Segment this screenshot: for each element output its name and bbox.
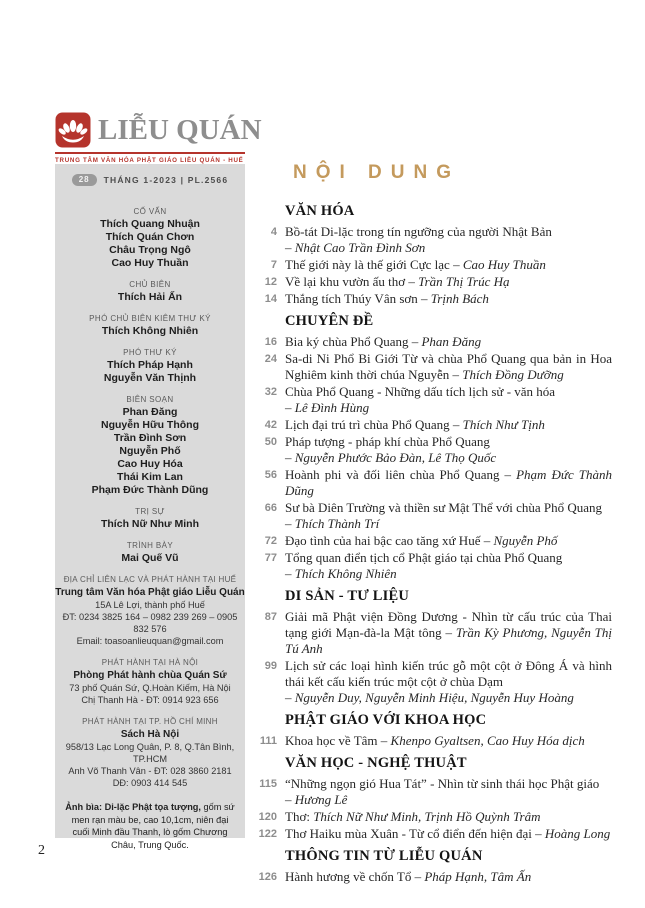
- toc-entry-text: [285, 550, 612, 582]
- cover-caption-lead: Ảnh bìa: Di-lặc Phật tọa tượng,: [65, 802, 201, 812]
- toc-entry-text: Hành hương về chốn Tổ – Pháp Hạnh, Tâm Ấn: [285, 869, 532, 884]
- toc-item: [250, 384, 612, 416]
- toc-entry-title: Khoa học về Tâm: [285, 733, 378, 748]
- masthead-name: Phạm Đức Thành Dũng: [91, 484, 209, 496]
- toc-entry-title: Sư bà Diên Trường và thiền sư Mật Thể với chùa Phổ Quang: [285, 500, 603, 515]
- toc-item: [250, 826, 612, 842]
- toc-entry-text: Về lại khu vườn ấu thơ – Trần Thị Trúc Hạ: [285, 274, 510, 289]
- contact-line: 958/13 Lạc Long Quân, P. 8, Q.Tân Bình, TP.HCM: [65, 742, 235, 764]
- page-number: 2: [38, 843, 45, 858]
- toc-item: [250, 609, 612, 657]
- sidebar: [55, 112, 262, 164]
- toc-author: – Nguyễn Phước Bảo Đàn, Lê Thọ Quốc: [285, 450, 497, 465]
- toc-entry-title: Bia ký chùa Phổ Quang: [285, 334, 409, 349]
- toc-author: Phan Đăng: [421, 334, 482, 349]
- toc-page-number: 120: [258, 811, 277, 823]
- toc-entry-text: [285, 434, 612, 466]
- toc-author: – Thích Thành Trí: [285, 516, 380, 531]
- toc-author: Trần Kỳ Phương, Nguyễn Thị Tú Anh: [285, 625, 613, 656]
- toc-author: Thích Như Tịnh: [462, 417, 545, 432]
- toc-item: [250, 334, 612, 350]
- toc-sections: [250, 203, 612, 885]
- toc-author: Phạm Đức Thành Dũng: [285, 467, 613, 498]
- toc-author-line: [285, 566, 612, 582]
- masthead-group: [55, 280, 245, 304]
- toc-entry-text: Giải mã Phật viện Đồng Dương - Nhìn từ cấu trúc của Thai tạng giới Mạn-đà-la Mật tông – Trần Kỳ Phương, Nguyễn Thị Tú Anh: [285, 609, 613, 656]
- toc-section-header: PHẬT GIÁO VỚI KHOA HỌC: [285, 712, 487, 728]
- toc-entry-text: Thắng tích Thúy Vân sơn – Trịnh Bách: [285, 291, 489, 306]
- toc-item: [250, 733, 612, 749]
- lotus-seal-icon: [55, 112, 91, 148]
- toc-item: [250, 500, 612, 532]
- contact-name: Trung tâm Văn hóa Phật giáo Liễu Quán: [55, 587, 245, 598]
- issue-date: THÁNG 1-2023 | PL.2566: [103, 175, 229, 185]
- contact-label: ĐỊA CHỈ LIÊN LẠC VÀ PHÁT HÀNH TẠI HUẾ: [63, 575, 237, 584]
- toc-entry-text: Hoành phi và đối liên chùa Phổ Quang – Phạm Đức Thành Dũng: [285, 467, 613, 498]
- toc-entry-title: Sa-di Ni Phổ Bi Giới Từ và chùa Phổ Quang qua bản in Hoa Nghiêm kinh thời chúa Nguyễn: [285, 351, 612, 382]
- toc-entry-text: Đạo tình của hai bậc cao tăng xứ Huế – Nguyễn Phố: [285, 533, 558, 548]
- toc-page-number: 24: [264, 353, 277, 365]
- toc-entry-title: Hành hương về chốn Tổ: [285, 869, 412, 884]
- toc-author: – Thích Không Nhiên: [285, 566, 397, 581]
- toc-entry-title: Giải mã Phật viện Đồng Dương - Nhìn từ cấu trúc của Thai tạng giới Mạn-đà-la Mật tông: [285, 609, 612, 640]
- toc-item: [250, 291, 612, 307]
- toc-entry-title: Lịch sử các loại hình kiến trúc gỗ một cột ở Đông Á và hình thái kết cấu kiến trúc một cột ở chùa Dạm: [285, 658, 612, 689]
- toc-page-number: 7: [270, 259, 277, 271]
- issue-row: [55, 174, 245, 186]
- masthead-role-label: BIÊN SOẠN: [126, 395, 174, 404]
- toc-author-line: [285, 792, 612, 808]
- toc-page-number: 4: [270, 226, 277, 238]
- toc-entry-title: Thơ Haiku mùa Xuân - Từ cổ điển đến hiện đại: [285, 826, 532, 841]
- toc-author: Trần Thị Trúc Hạ: [418, 274, 510, 289]
- toc-item: [250, 434, 612, 466]
- toc-entry-title: Chùa Phổ Quang - Những dấu tích lịch sử - văn hóa: [285, 384, 556, 399]
- toc-item: [250, 869, 612, 885]
- contact-label: PHÁT HÀNH TẠI HÀ NỘI: [101, 658, 199, 667]
- toc-entry-text: Lịch đại trú trì chùa Phổ Quang – Thích Như Tịnh: [285, 417, 545, 432]
- toc-page-number: 87: [264, 611, 277, 623]
- toc-page-number: 126: [258, 871, 277, 883]
- masthead-name: Cao Huy Hóa: [117, 458, 183, 470]
- masthead-name: Trần Đình Sơn: [113, 432, 187, 444]
- toc-page-number: 122: [258, 828, 277, 840]
- logo: [55, 112, 262, 148]
- toc-item: [250, 224, 612, 256]
- toc-entry-text: Bia ký chùa Phổ Quang – Phan Đăng: [285, 334, 482, 349]
- masthead-name: Nguyễn Văn Thịnh: [103, 372, 197, 384]
- masthead-name: Nguyễn Hữu Thông: [100, 419, 199, 431]
- toc-page-number: 32: [264, 386, 277, 398]
- toc-entry-title: Tổng quan điển tịch cổ Phật giáo tại chùa Phổ Quang: [285, 550, 563, 565]
- toc-entry-text: Sa-di Ni Phổ Bi Giới Từ và chùa Phổ Quang qua bản in Hoa Nghiêm kinh thời chúa Nguyễn – Thích Đồng Dưỡng: [285, 351, 612, 382]
- toc-page-number: 72: [264, 535, 277, 547]
- toc-entry-title: Bồ-tát Di-lặc trong tín ngưỡng của người Nhật Bản: [285, 224, 552, 239]
- masthead-role-label: CHỦ BIÊN: [129, 280, 171, 289]
- toc-author: Cao Huy Thuần: [462, 257, 546, 272]
- masthead-name: Châu Trọng Ngô: [109, 244, 191, 256]
- toc-section-header: VĂN HÓA: [285, 203, 355, 219]
- masthead-name: Thái Kim Lan: [117, 471, 183, 483]
- masthead-group: [55, 207, 245, 270]
- toc-author: Thích Nữ Như Minh, Trịnh Hồ Quỳnh Trâm: [313, 809, 541, 824]
- toc-author-line: [285, 240, 612, 256]
- masthead: [55, 207, 245, 565]
- masthead-panel: [55, 164, 245, 850]
- masthead-name: Thích Quang Nhuận: [100, 218, 200, 230]
- toc-entry-text: [285, 500, 612, 532]
- masthead-name: Thích Không Nhiên: [101, 325, 199, 337]
- toc-entry-title: Hoành phi và đối liên chùa Phổ Quang: [285, 467, 500, 482]
- toc-author-line: [285, 450, 612, 466]
- toc-entry-title: Đạo tình của hai bậc cao tăng xứ Huế: [285, 533, 481, 548]
- contact-line: DĐ: 0903 414 545: [112, 778, 188, 788]
- toc-title: NỘI DUNG: [293, 162, 460, 183]
- toc-item: [250, 776, 612, 808]
- masthead-role-label: CỐ VẤN: [133, 207, 167, 216]
- masthead-name: Nguyễn Phố: [119, 445, 181, 457]
- contact-line: Anh Võ Thanh Vân - ĐT: 028 3860 2181: [68, 766, 232, 776]
- toc-page-number: 12: [264, 276, 277, 288]
- magazine-tagline: TRUNG TÂM VĂN HÓA PHẬT GIÁO LIỄU QUÁN - HUẾ: [55, 157, 244, 164]
- toc-page-number: 14: [264, 293, 277, 305]
- masthead-name: Thích Nữ Như Minh: [100, 518, 200, 530]
- toc-item: [250, 257, 612, 273]
- toc-page-number: 66: [264, 502, 277, 514]
- toc-page-number: 56: [264, 469, 277, 481]
- contact-line: 73 phố Quán Sứ, Q.Hoàn Kiếm, Hà Nội: [69, 683, 231, 693]
- toc-author: Trịnh Bách: [430, 291, 489, 306]
- masthead-role-label: PHÓ CHỦ BIÊN KIÊM THƯ KÝ: [89, 314, 211, 323]
- toc-author: Pháp Hạnh, Tâm Ấn: [424, 869, 532, 884]
- toc-section-header: DI SẢN - TƯ LIỆU: [285, 588, 410, 604]
- toc-entry-text: Thế giới này là thế giới Cực lạc – Cao Huy Thuần: [285, 257, 546, 272]
- masthead-group: [55, 507, 245, 531]
- toc-author: Thích Đồng Dưỡng: [462, 367, 564, 382]
- toc-entry-title: Lịch đại trú trì chùa Phổ Quang: [285, 417, 450, 432]
- contact-line: Email: toasoanlieuquan@gmail.com: [76, 636, 224, 646]
- toc-author: Khenpo Gyaltsen, Cao Huy Hóa dịch: [390, 733, 585, 748]
- toc-section-header: VĂN HỌC - NGHỆ THUẬT: [285, 755, 467, 771]
- cover-caption: [55, 801, 245, 851]
- toc-entry-text: [285, 224, 612, 256]
- contact-block: [55, 575, 245, 647]
- issue-number-badge: 28: [72, 174, 97, 186]
- contacts: [55, 575, 245, 789]
- toc-entry-title: Thơ:: [285, 809, 310, 824]
- toc-entry-title: “Những ngọn gió Hua Tát” - Nhìn từ sinh thái học Phật giáo: [285, 776, 600, 791]
- toc-section-header: CHUYÊN ĐỀ: [285, 313, 374, 329]
- toc-entry-text: [285, 658, 612, 706]
- masthead-name: Thích Hải Ấn: [117, 291, 183, 303]
- toc-item: [250, 550, 612, 582]
- toc-page-number: 42: [264, 419, 277, 431]
- toc-item: [250, 467, 612, 499]
- masthead-name: Cao Huy Thuần: [111, 257, 189, 269]
- masthead-name: Phan Đăng: [122, 406, 178, 418]
- contact-line: ĐT: 0234 3825 164 – 0982 239 269 – 0905 832 576: [62, 612, 238, 634]
- toc-entry-text: Thơ Haiku mùa Xuân - Từ cổ điển đến hiện đại – Hoàng Long: [285, 826, 611, 841]
- contact-line: Chị Thanh Hà - ĐT: 0914 923 656: [81, 695, 219, 705]
- toc-author: – Lê Đình Hùng: [285, 400, 370, 415]
- toc-author: – Nguyễn Duy, Nguyễn Minh Hiệu, Nguyễn Huy Hoàng: [285, 690, 574, 705]
- masthead-group: [55, 348, 245, 385]
- contact-line: 15A Lê Lợi, thành phố Huế: [95, 600, 205, 610]
- toc-entry-title: Pháp tượng - pháp khí chùa Phổ Quang: [285, 434, 490, 449]
- toc-author: – Hương Lê: [285, 792, 348, 807]
- contact-label: PHÁT HÀNH TẠI TP. HỒ CHÍ MINH: [82, 717, 218, 726]
- toc-entry-text: [285, 776, 612, 808]
- masthead-name: Thích Pháp Hạnh: [107, 359, 193, 371]
- toc-item: [250, 658, 612, 706]
- toc-item: [250, 417, 612, 433]
- masthead-name: Thích Quán Chơn: [105, 231, 195, 243]
- toc-page-number: 115: [259, 778, 277, 790]
- contact-name: Sách Hà Nội: [120, 729, 180, 740]
- contact-block: [55, 717, 245, 789]
- masthead-group: [55, 541, 245, 565]
- toc-page-number: 77: [264, 552, 277, 564]
- masthead-role-label: TRÌNH BÀY: [126, 541, 174, 550]
- masthead-role-label: PHÓ THƯ KÝ: [123, 348, 177, 357]
- masthead-name: Mai Quế Vũ: [121, 552, 179, 564]
- toc-entry-text: [285, 809, 612, 825]
- contact-name: Phòng Phát hành chùa Quán Sứ: [73, 670, 227, 681]
- toc-author-line: [285, 400, 612, 416]
- toc-item: [250, 274, 612, 290]
- toc-author: Nguyễn Phố: [493, 533, 558, 548]
- toc-entry-title: Thế giới này là thế giới Cực lạc: [285, 257, 450, 272]
- toc-entry-title: Về lại khu vườn ấu thơ: [285, 274, 406, 289]
- toc-page-number: 16: [264, 336, 277, 348]
- toc-author-line: [285, 516, 612, 532]
- masthead-role-label: TRỊ SỰ: [135, 507, 165, 516]
- toc-entry-title: Thắng tích Thúy Vân sơn: [285, 291, 418, 306]
- toc-entry-text: Khoa học về Tâm – Khenpo Gyaltsen, Cao Huy Hóa dịch: [285, 733, 585, 748]
- logo-divider: [55, 152, 245, 154]
- toc-item: [250, 533, 612, 549]
- magazine-title: LIỄU QUÁN: [98, 113, 262, 146]
- table-of-contents: [250, 162, 612, 886]
- contact-block: [55, 658, 245, 706]
- toc-author: Hoàng Long: [544, 826, 611, 841]
- toc-entry-text: [285, 384, 612, 416]
- masthead-group: [55, 395, 245, 497]
- toc-item: [250, 351, 612, 383]
- toc-author: – Nhật Cao Trần Đình Sơn: [285, 240, 426, 255]
- toc-item: [250, 809, 612, 825]
- toc-author-line: [285, 690, 612, 706]
- toc-page-number: 99: [264, 660, 277, 672]
- toc-section-header: THÔNG TIN TỪ LIỄU QUÁN: [285, 848, 483, 864]
- toc-page-number: 111: [259, 735, 277, 747]
- masthead-group: [55, 314, 245, 338]
- toc-page-number: 50: [264, 436, 277, 448]
- cover-caption-rest: gốm sứ men rạn màu be, cao 10,1cm, niên đại cuối Minh đầu Thanh, lò gốm Chương Châu, Trung Quốc.: [71, 802, 235, 850]
